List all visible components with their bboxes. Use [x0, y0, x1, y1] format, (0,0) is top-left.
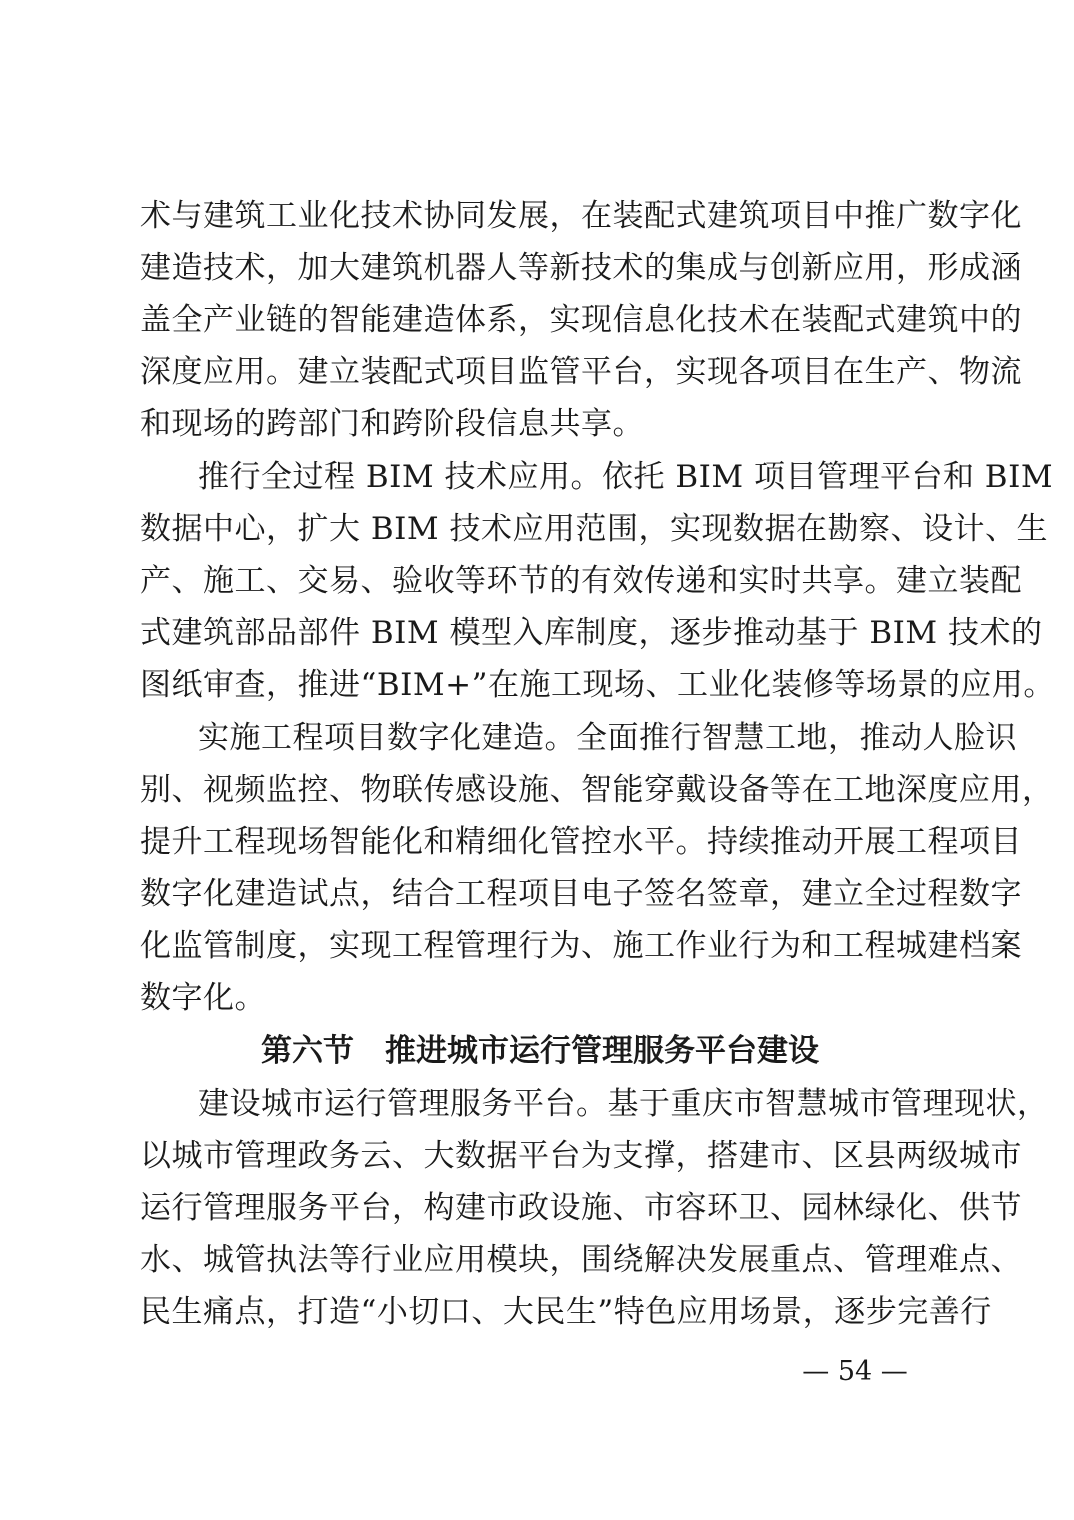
- paragraph-3-line-5: 化监管制度，实现工程管理行为、施工作业行为和工程城建档案: [140, 928, 1022, 964]
- paragraph-4-line-4: 水、城管执法等行业应用模块，围绕解决发展重点、管理难点、: [140, 1242, 1022, 1278]
- paragraph-2-line-4: 式建筑部品部件 BIM 模型入库制度，逐步推动基于 BIM 技术的: [140, 615, 1043, 651]
- paragraph-1-line-5: 和现场的跨部门和跨阶段信息共享。: [140, 406, 644, 442]
- page-number: — 54 —: [802, 1356, 908, 1387]
- paragraph-2-line-5: 图纸审查，推进“BIM+”在施工现场、工业化装修等场景的应用。: [140, 667, 1055, 703]
- paragraph-2-line-2: 数据中心，扩大 BIM 技术应用范围，实现数据在勘察、设计、生: [140, 511, 1048, 547]
- paragraph-3-line-4: 数字化建造试点，结合工程项目电子签名签章，建立全过程数字: [140, 876, 1022, 912]
- paragraph-1-line-2: 建造技术，加大建筑机器人等新技术的集成与创新应用，形成涵: [140, 250, 1022, 286]
- paragraph-1-line-4: 深度应用。建立装配式项目监管平台，实现各项目在生产、物流: [140, 354, 1022, 390]
- paragraph-2-line-3: 产、施工、交易、验收等环节的有效传递和实时共享。建立装配: [140, 563, 1022, 599]
- paragraph-3-line-2: 别、视频监控、物联传感设施、智能穿戴设备等在工地深度应用，: [140, 772, 1054, 808]
- paragraph-3-line-1: 实施工程项目数字化建造。全面推行智慧工地，推动人脸识: [198, 720, 1017, 756]
- paragraph-1-line-1: 术与建筑工业化技术协同发展，在装配式建筑项目中推广数字化: [140, 198, 1022, 234]
- paragraph-4-line-5: 民生痛点，打造“小切口、大民生”特色应用场景，逐步完善行: [140, 1294, 992, 1330]
- section-heading: 第六节 推进城市运行管理服务平台建设: [261, 1033, 819, 1069]
- paragraph-4-line-2: 以城市管理政务云、大数据平台为支撑，搭建市、区县两级城市: [140, 1138, 1022, 1174]
- paragraph-3-line-3: 提升工程现场智能化和精细化管控水平。持续推动开展工程项目: [140, 824, 1022, 860]
- paragraph-3-line-6: 数字化。: [140, 980, 266, 1016]
- paragraph-4-line-1: 建设城市运行管理服务平台。基于重庆市智慧城市管理现状，: [198, 1086, 1049, 1122]
- paragraph-1-line-3: 盖全产业链的智能建造体系，实现信息化技术在装配式建筑中的: [140, 302, 1022, 338]
- paragraph-4-line-3: 运行管理服务平台，构建市政设施、市容环卫、园林绿化、供节: [140, 1190, 1022, 1226]
- paragraph-2-line-1: 推行全过程 BIM 技术应用。依托 BIM 项目管理平台和 BIM: [198, 459, 1054, 495]
